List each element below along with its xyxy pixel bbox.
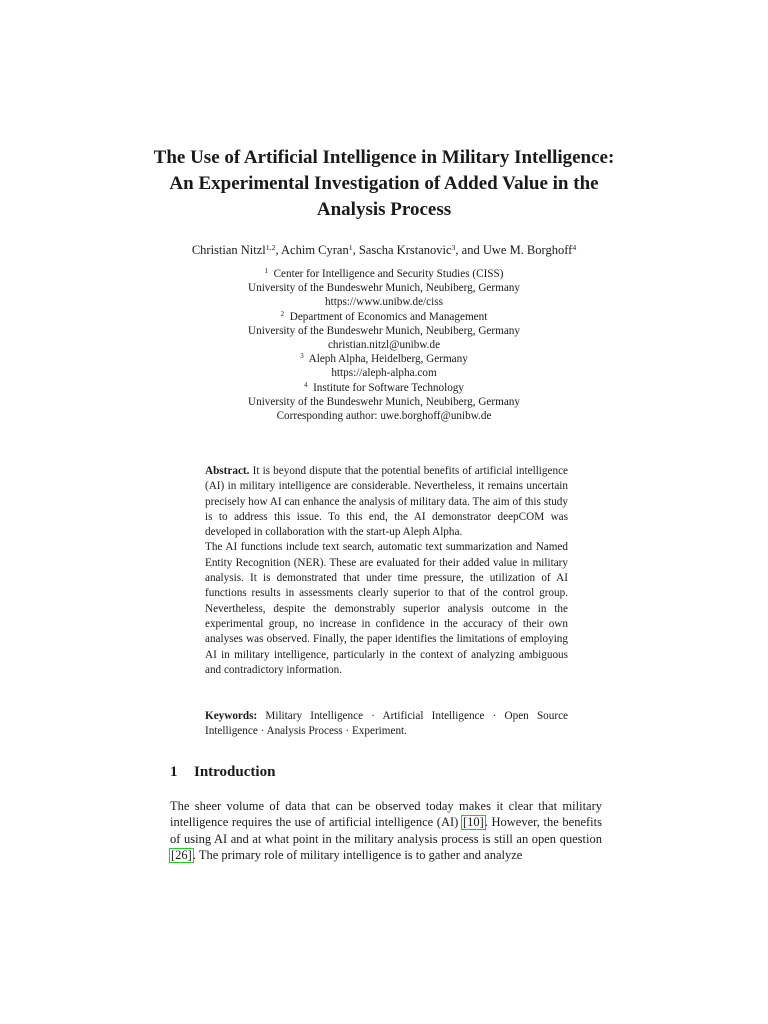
affiliation-name: Department of Economics and Management [289, 310, 488, 323]
affiliation-name: Aleph Alpha, Heidelberg, Germany [308, 353, 468, 366]
intro-paragraph [170, 798, 602, 863]
affiliation-heading [150, 310, 618, 324]
affiliation-marker: 2 [280, 309, 285, 318]
affiliation-line: University of the Bundeswehr Munich, Neubiberg, Germany [248, 324, 520, 337]
paper-title: The Use of Artificial Intelligence in Military Intelligence: An Experimental Investigation of Added Value in the Analysis Process [153, 147, 615, 220]
author-separator: , [275, 243, 282, 257]
author-list [120, 242, 648, 258]
affiliation-heading [150, 267, 618, 281]
affiliation-marker: 3 [300, 352, 304, 361]
affiliation-line: University of the Bundeswehr Munich, Neubiberg, Germany [248, 282, 520, 295]
affiliation-marker: 1 [264, 267, 268, 276]
abstract-paragraph [205, 464, 568, 540]
affiliation-heading [150, 381, 618, 395]
section-heading [170, 762, 275, 782]
keywords [205, 709, 568, 740]
intro-body [170, 798, 602, 863]
affiliation-email: christian.nitzl@unibw.de [327, 339, 441, 352]
affiliation-line: University of the Bundeswehr Munich, Neubiberg, Germany [248, 395, 520, 408]
author-name: Uwe M. Borghoff [482, 243, 573, 257]
corresponding-author: Corresponding author: uwe.borghoff@unibw.de [276, 410, 492, 423]
affiliation-name: Institute for Software Technology [313, 381, 464, 394]
abstract-text: It is beyond dispute that the potential benefits of artificial intelligence (AI) in military intelligence are considerable. Nevertheless, it remains uncertain precisely how AI can enhance the analysis of military data. The aim of this study is to address this issue. To this end, the AI demonstrator deepCOM was developed in collaboration with the start-up Aleph Alpha. [205, 465, 568, 539]
intro-text: . However, the benefits of using AI and at what point in the military analysis process is still an open question [170, 815, 602, 846]
abstract-paragraph: The AI functions include text search, automatic text summarization and Named Entity Recognition (NER). These are evaluated for their added value in military analysis. It is demonstrated that under time pressure, the utilization of AI functions results in assessments clearly superior to that of the control group. Nevertheless, despite the demonstrably superior analysis outcome in the experimental group, no increase in confidence in the accuracy of their own analyses was observed. Finally, the paper identifies the limitations of employing AI in military intelligence, particularly in the context of analyzing ambiguous and contradictory information. [205, 541, 568, 676]
section-title: Introduction [194, 764, 276, 780]
intro-text: The sheer volume of data that can be observed today makes it clear that military intelligence requires the use of artificial intelligence (AI) [170, 799, 602, 830]
keywords-text: Military Intelligence · Artificial Intelligence · Open Source Intelligence · Analysis Process · Experiment. [205, 710, 569, 738]
author-affiliation-marker: 4 [572, 242, 577, 252]
citation-link[interactable]: [26] [171, 847, 192, 862]
affiliations [150, 267, 618, 423]
author-affiliation-marker: 1,2 [265, 242, 276, 252]
author-affiliation-marker: 3 [451, 242, 456, 252]
affiliation-url: https://www.unibw.de/ciss [325, 296, 443, 309]
affiliation-marker: 4 [304, 380, 308, 389]
keywords-label: Keywords: [205, 710, 258, 722]
citation-link[interactable]: [10] [462, 815, 484, 830]
author-separator: , and [455, 243, 483, 257]
abstract-label: Abstract. [205, 465, 250, 477]
affiliation-name: Center for Intelligence and Security Studies (CISS) [273, 268, 504, 280]
abstract [205, 464, 568, 678]
affiliation-heading [150, 352, 618, 366]
author-name: Sascha Krstanovic [358, 243, 452, 257]
author-affiliation-marker: 1 [348, 242, 353, 252]
author-separator: , [352, 243, 359, 257]
intro-text: . The primary role of military intelligence is to gather and analyze [192, 847, 523, 862]
section-number: 1 [170, 764, 178, 780]
author-name: Achim Cyran [281, 243, 349, 257]
affiliation-url: https://aleph-alpha.com [331, 367, 437, 380]
author-name: Christian Nitzl [191, 243, 266, 257]
